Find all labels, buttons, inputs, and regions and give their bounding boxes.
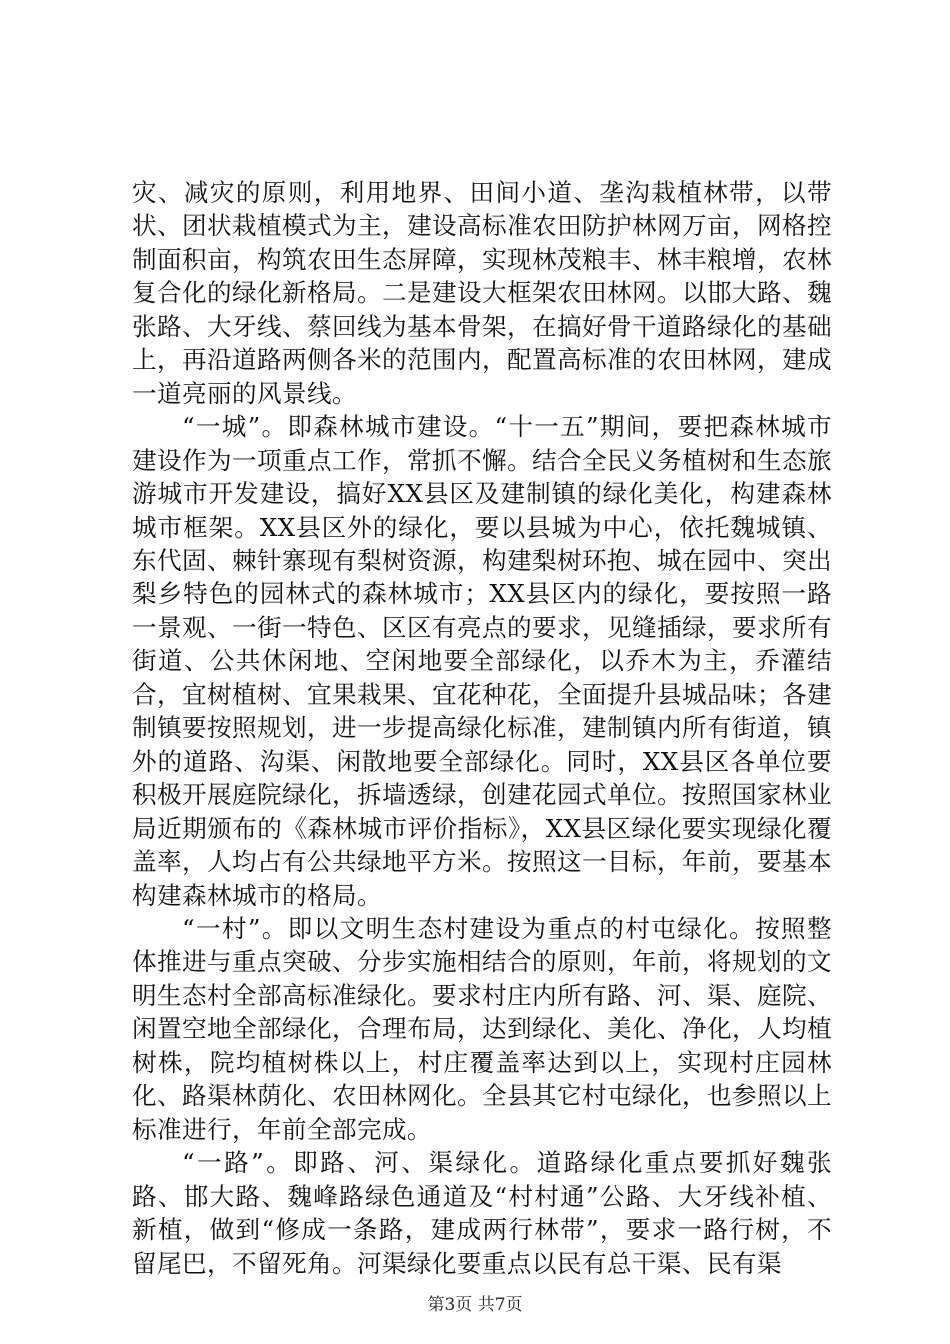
paragraph-3: “一村”。即以文明生态村建设为重点的村屯绿化。按照整体推进与重点突破、分步实施相结合的原则，年前，将规划的文明生态村全部高标准绿化。要求村庄内所有路、河、渠、庭院、闲置空地全部绿化，合理布局，达到绿化、美化、净化，人均植树株，院均植树株以上，村庄覆盖率达到以上，实现村庄园林化、路渠林荫化、农田林网化。全县其它村屯绿化，也参照以上标准进行，年前全部完成。 [132, 913, 832, 1144]
document-body [132, 176, 832, 1280]
paragraph-2: “一城”。即森林城市建设。“十一五”期间，要把森林城市建设作为一项重点工作，常抓不懈。结合全民义务植树和生态旅游城市开发建设，搞好XX县区及建制镇的绿化美化，构建森林城市框架。XX县区外的绿化，要以县城为中心，依托魏城镇、东代固、棘针寨现有梨树资源，构建梨树环抱、城在园中、突出梨乡特色的园林式的森林城市；XX县区内的绿化，要按照一路一景观、一街一特色、区区有亮点的要求，见缝插绿，要求所有街道、公共休闲地、空闲地要全部绿化，以乔木为主，乔灌结合，宜树植树、宜果栽果、宜花种花，全面提升县城品味；各建制镇要按照规划，进一步提高绿化标准，建制镇内所有街道，镇外的道路、沟渠、闲散地要全部绿化。同时，XX县区各单位要积极开展庭院绿化，拆墙透绿，创建花园式单位。按照国家林业局近期颁布的《森林城市评价指标》，XX县区绿化要实现绿化覆盖率，人均占有公共绿地平方米。按照这一目标，年前，要基本构建森林城市的格局。 [132, 412, 832, 910]
paragraph-4: “一路”。即路、河、渠绿化。道路绿化重点要抓好魏张路、邯大路、魏峰路绿色通道及“村村通”公路、大牙线补植、新植，做到“修成一条路，建成两行林带”，要求一路行树，不留尾巴，不留死角。河渠绿化要重点以民有总干渠、民有渠 [132, 1148, 832, 1278]
paragraph-1: 灾、减灾的原则，利用地界、田间小道、垄沟栽植林带，以带状、团状栽植模式为主，建设高标准农田防护林网万亩，网格控制面积亩，构筑农田生态屏障，实现林茂粮丰、林丰粮增，农林复合化的绿化新格局。二是建设大框架农田林网。以邯大路、魏张路、大牙线、蔡回线为基本骨架，在搞好骨干道路绿化的基础上，再沿道路两侧各米的范围内，配置高标准的农田林网，建成一道亮丽的风景线。 [132, 178, 832, 408]
page-footer: 第3页 共7页 [427, 1295, 523, 1315]
